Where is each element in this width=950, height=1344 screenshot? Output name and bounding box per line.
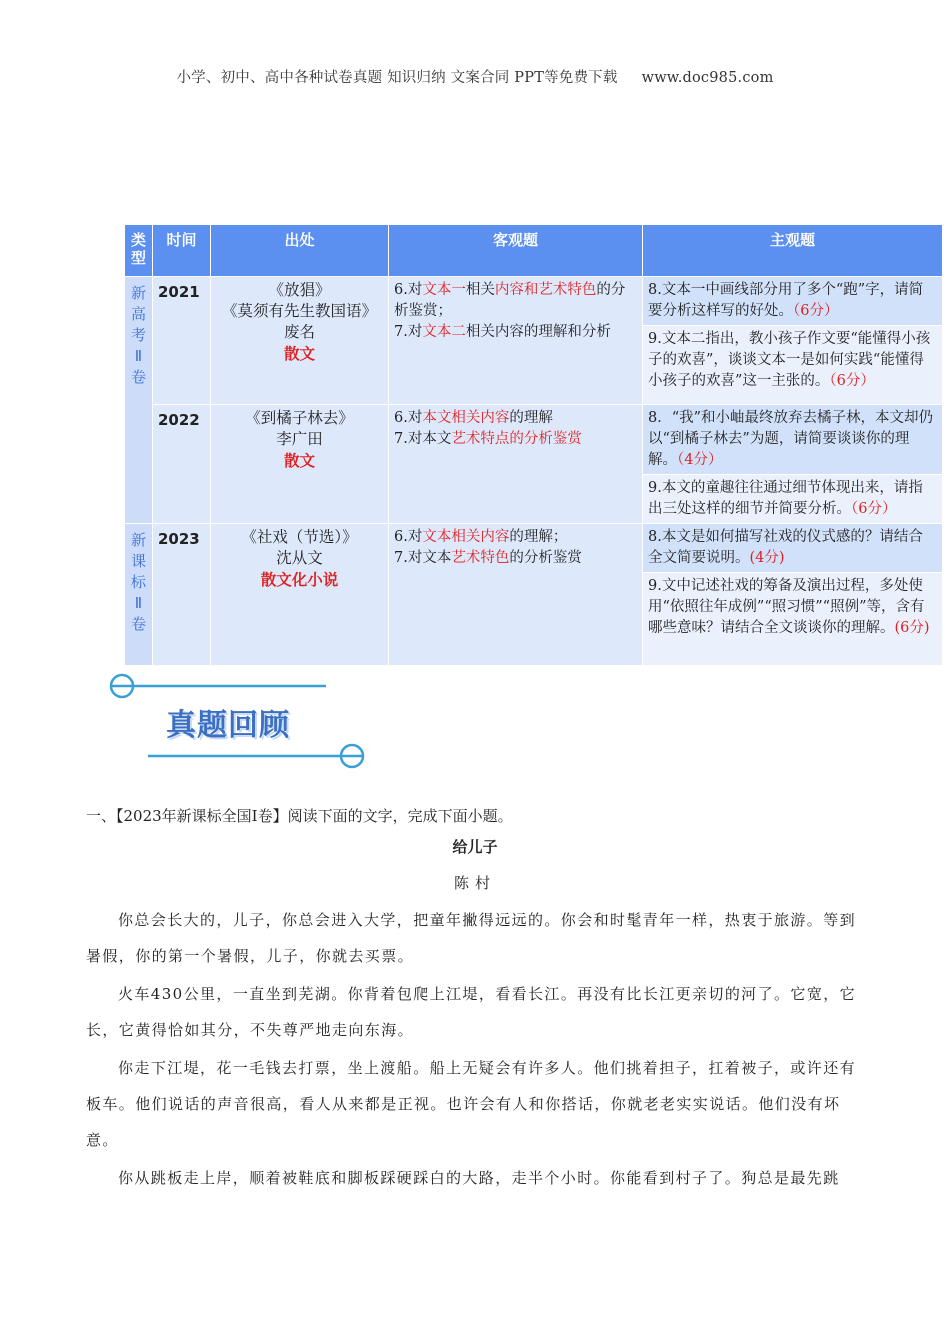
- objective-cell: [389, 277, 643, 405]
- header-objective: 客观题: [389, 225, 643, 277]
- table-row: [125, 405, 943, 475]
- header-text: 小学、初中、高中各种试卷真题 知识归纳 文案合同 PPT等免费下载: [176, 70, 618, 86]
- year-cell: 2023: [153, 524, 211, 666]
- article-paragraph-4: 你从跳板走上岸，顺着被鞋底和脚板踩硬踩白的大路，走半个小时。你能看到村子了。狗总是最先跳: [118, 1169, 840, 1187]
- year-cell: 2022: [153, 405, 211, 524]
- question-intro: 一、【2023年新课标全国Ⅰ卷】阅读下面的文字，完成下面小题。: [86, 807, 513, 825]
- subjective-question: 9.文本二指出，教小孩子作文要“能懂得小孩子的欢喜”，谈谈文本一是如何实践“能懂得小孩子的欢喜”这一主张的。（6分）: [643, 326, 943, 405]
- genre-label: 散文化小说: [260, 570, 339, 589]
- source-line: 《到橘子林去》: [245, 409, 354, 427]
- header-source: 出处: [211, 225, 389, 277]
- page-header: [0, 66, 950, 87]
- objective-question: 6.对文本一相关内容和艺术特色的分析鉴赏；: [394, 282, 626, 319]
- exam-analysis-table: [124, 224, 943, 666]
- genre-label: 散文: [283, 344, 315, 363]
- score-label: （6分）: [829, 373, 875, 389]
- table-row: [125, 524, 943, 573]
- header-subjective: 主观题: [643, 225, 943, 277]
- score-label: （4分）: [677, 452, 723, 468]
- table-row: [125, 277, 943, 326]
- source-line: 《莫须有先生教国语》: [221, 302, 377, 320]
- section-title: 真题回顾: [166, 708, 290, 743]
- article-paragraph-1: 你总会长大的，儿子，你总会进入大学，把童年撇得远远的。你会和时髦青年一样，热衷于旅游。等到暑假，你的第一个暑假，儿子，你就去买票。: [86, 911, 857, 965]
- source-cell: [211, 524, 389, 666]
- score-label: （6分）: [793, 303, 839, 319]
- source-line: 《社戏（节选）》: [241, 528, 358, 546]
- article-title: 给儿子: [452, 838, 498, 856]
- subjective-question: 9.本文的童趣往往通过细节体现出来，请指出三处这样的细节并简要分析。（6分）: [643, 475, 943, 524]
- subjective-question: 8.文本一中画线部分用了多个“跑”字，请简要分析这样写的好处。（6分）: [643, 277, 943, 326]
- source-line: 废名: [283, 323, 315, 341]
- objective-question: 7.对本文艺术特点的分析鉴赏: [394, 431, 582, 447]
- objective-question: 7.对文本二相关内容的理解和分析: [394, 324, 611, 340]
- year-cell: 2021: [153, 277, 211, 405]
- objective-question: 6.对本文相关内容的理解: [394, 410, 553, 426]
- score-label: (4分): [749, 550, 785, 566]
- objective-question: 7.对文本艺术特色的分析鉴赏: [394, 550, 582, 566]
- subjective-question: 9.文中记述社戏的筹备及演出过程，多处使用“依照往年成例”“照习惯”“照例”等，含有哪些意味？请结合全文谈谈你的理解。(6分): [643, 573, 943, 666]
- subjective-question: 8.本文是如何描写社戏的仪式感的？请结合全文简要说明。(4分): [643, 524, 943, 573]
- article-author: 陈村: [453, 874, 496, 892]
- genre-label: 散文: [283, 451, 315, 470]
- subjective-question: 8．“我”和小岫最终放弃去橘子林，本文却仍以“到橘子林去”为题，请简要谈谈你的理解。（4分）: [643, 405, 943, 475]
- article-paragraph-3: 你走下江堤，花一毛钱去打票，坐上渡船。船上无疑会有许多人。他们挑着担子，扛着被子，或许还有板车。他们说话的声音很高，看人从来都是正视。也许会有人和你搭话，你就老老实实说话。他们没有坏意。: [86, 1059, 857, 1149]
- header-type: 类型: [125, 225, 153, 277]
- table-header-row: [125, 225, 943, 277]
- source-cell: [211, 277, 389, 405]
- score-label: (6分): [894, 620, 930, 636]
- objective-question: 6.对文本相关内容的理解；: [394, 529, 568, 545]
- source-line: 《放猖》: [268, 281, 331, 299]
- category-cell: 新高考Ⅱ卷: [125, 277, 153, 524]
- article-paragraph-2: 火车430公里，一直坐到芜湖。你背着包爬上江堤，看看长江。再没有比长江更亲切的河了。它宽，它长，它黄得恰如其分，不失尊严地走向东海。: [86, 985, 857, 1039]
- objective-cell: [389, 524, 643, 666]
- source-line: 李广田: [276, 430, 323, 448]
- objective-cell: [389, 405, 643, 524]
- header-url[interactable]: www.doc985.com: [641, 70, 774, 86]
- header-time: 时间: [153, 225, 211, 277]
- score-label: （6分）: [851, 501, 897, 517]
- category-cell: 新课标Ⅱ卷: [125, 524, 153, 666]
- source-line: 沈从文: [276, 549, 323, 567]
- source-cell: [211, 405, 389, 524]
